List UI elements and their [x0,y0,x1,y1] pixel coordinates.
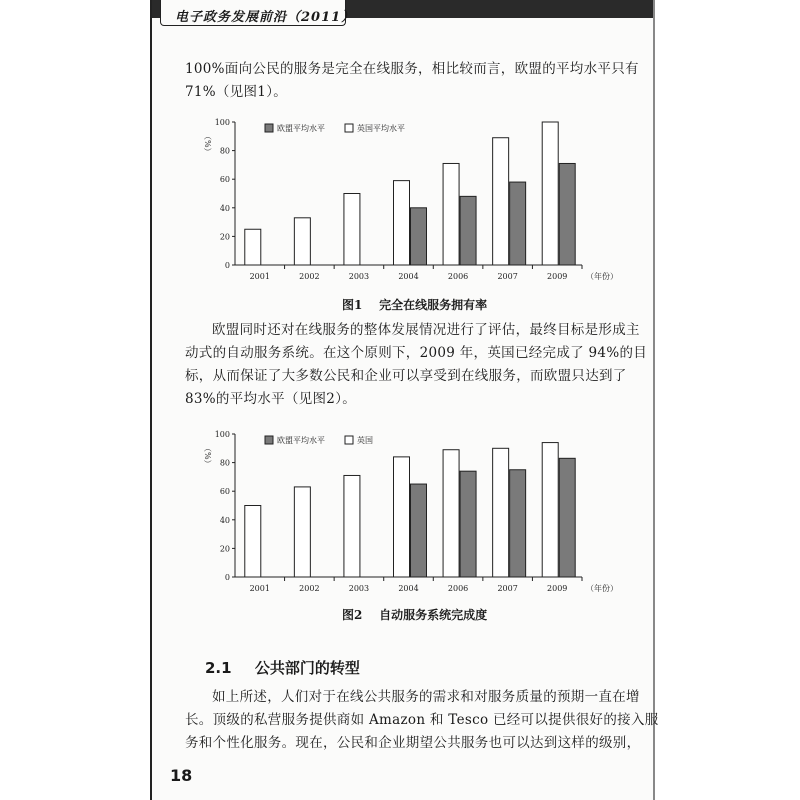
book-page [150,0,659,800]
text-line: 如上所述，人们对于在线公共服务的需求和对服务质量的预期一直在增 [212,689,640,705]
x-tick-label: 2002 [299,272,320,281]
y-tick-label: 40 [219,515,230,525]
text-line: 71%（见图1）。 [185,84,288,100]
figure2-caption-text: 自动服务系统完成度 [379,608,488,622]
bar-eu [460,196,476,265]
figure1-caption [342,296,487,313]
legend-label-uk: 英国平均水平 [357,124,405,133]
bar-uk [344,475,360,577]
x-tick-label: 2007 [497,584,518,593]
page-number: 18 [170,766,193,785]
text-line: 长。顶级的私营服务提供商如 Amazon 和 Tesco 已经可以提供很好的接入服 [185,712,659,728]
bar-eu [559,458,575,577]
figure2-chart [187,424,617,606]
legend-swatch-eu [265,124,273,132]
legend-swatch-eu [265,436,273,444]
running-header-title: 电子政务发展前沿（2011） [175,10,356,25]
text-line: 务和个性化服务。现在，公民和企业期望公共服务也可以达到这样的级别， [185,735,641,751]
intro-paragraph [185,58,639,104]
y-tick-label: 100 [214,430,230,439]
bar-uk [344,194,360,266]
x-axis-label: （年份） [586,272,617,281]
x-tick-label: 2003 [348,584,370,593]
legend-swatch-uk [345,124,353,132]
y-tick-label: 80 [219,458,230,468]
bar-uk [394,457,410,577]
figure2-caption-num: 图2 [342,608,363,622]
section-number: 2.1 [205,659,232,677]
y-tick-label: 60 [219,175,230,185]
x-tick-label: 2004 [398,272,419,281]
header-tab [160,0,356,26]
y-tick-label: 80 [219,146,230,156]
y-tick-label: 0 [224,261,230,270]
y-tick-label: 100 [214,118,230,127]
bar-eu [559,163,575,265]
bar-uk [294,487,310,577]
bar-eu [510,182,526,265]
legend-swatch-uk [345,436,353,444]
x-tick-label: 2006 [447,584,469,593]
bar-uk [245,229,261,265]
x-tick-label: 2002 [299,584,320,593]
text-line: 标，从而保证了大多数公民和企业可以享受到在线服务，而欧盟只达到了 [185,368,627,384]
figure2-caption [342,606,487,623]
section-title-text: 公共部门的转型 [254,659,360,677]
x-tick-label: 2009 [547,272,568,281]
bar-uk [394,181,410,265]
legend-label-eu: 欧盟平均水平 [277,124,325,133]
x-tick-label: 2004 [398,584,419,593]
bar-uk [493,138,509,265]
bar-eu [411,484,427,577]
legend-label-uk: 英国 [357,436,373,445]
figure1-svg [187,112,617,294]
y-tick-label: 20 [219,232,230,242]
text-line: 欧盟同时还对在线服务的整体发展情况进行了评估，最终目标是形成主 [212,322,640,338]
bar-uk [245,506,261,578]
x-tick-label: 2009 [547,584,568,593]
y-tick-label: 20 [219,544,230,554]
x-tick-label: 2006 [447,272,469,281]
x-tick-label: 2003 [348,272,370,281]
bar-uk [294,218,310,265]
y-tick-label: 0 [224,573,230,582]
y-tick-label: 40 [219,203,230,213]
legend-label-eu: 欧盟平均水平 [277,436,325,445]
x-tick-label: 2001 [249,272,270,281]
bar-uk [493,448,509,577]
figure2-svg [187,424,617,606]
x-tick-label: 2001 [249,584,270,593]
text-line: 83%的平均水平（见图2）。 [185,391,357,407]
middle-paragraph [185,319,648,411]
text-line: 100%面向公民的服务是完全在线服务，相比较而言，欧盟的平均水平只有 [185,61,639,77]
bar-uk [443,450,459,577]
y-axis-label: （%） [203,444,212,468]
y-tick-label: 60 [219,487,230,497]
text-line: 动式的自动服务系统。在这个原则下，2009 年，英国已经完成了 94%的目 [185,345,648,361]
figure1-chart [187,112,617,294]
y-axis-label: （%） [203,132,212,156]
final-paragraph [185,686,659,755]
section-heading [205,657,360,678]
figure1-caption-text: 完全在线服务拥有率 [379,298,488,312]
bar-uk [542,122,558,265]
figure1-caption-num: 图1 [342,298,363,312]
bar-eu [510,470,526,577]
bar-uk [443,163,459,265]
x-tick-label: 2007 [497,272,518,281]
bar-uk [542,443,558,577]
x-axis-label: （年份） [586,584,617,593]
bar-eu [460,471,476,577]
bar-eu [411,208,427,265]
